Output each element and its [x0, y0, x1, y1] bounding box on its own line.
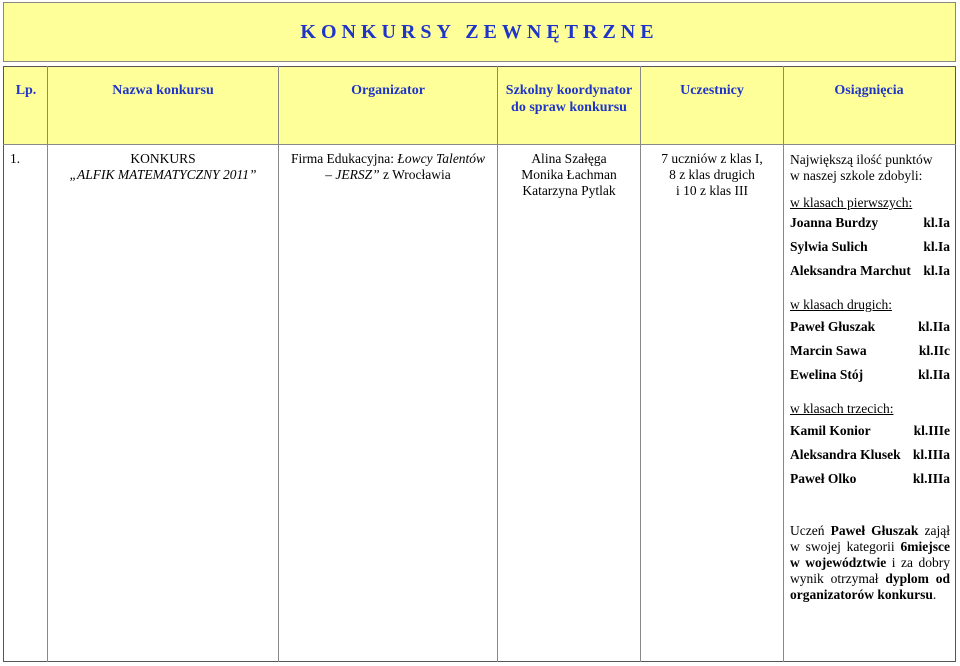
header-achievements: Osiągnięcia [834, 83, 904, 98]
list-item: Ewelina Stój kl.IIa [790, 367, 950, 382]
list-item: Kamil Konior kl.IIIe [790, 423, 950, 438]
header-divider [3, 144, 956, 145]
participants: 7 uczniów z klas I, 8 z klas drugich i 10 z klas III [661, 151, 763, 198]
column-divider [783, 66, 784, 662]
list-item: Aleksandra Marchut kl.Ia [790, 263, 950, 278]
list-item: Joanna Burdzy kl.Ia [790, 215, 950, 230]
list-item: Paweł Olko kl.IIIa [790, 471, 950, 486]
coordinators: Alina Szałęga Monika Łachman Katarzyna Pytlak [521, 151, 617, 198]
group-label: w klasach drugich: [790, 297, 892, 312]
competition-name: KONKURS „ALFIK MATEMATYCZNY 2011” [69, 151, 257, 182]
header-coordinator: Szkolny koordynator do spraw konkursu [505, 83, 633, 115]
row-number: 1. [10, 151, 21, 166]
list-item: Paweł Głuszak kl.IIa [790, 319, 950, 334]
table-header-band [4, 67, 955, 144]
list-item: Aleksandra Klusek kl.IIIa [790, 447, 950, 462]
organizer: Firma Edukacyjna: Łowcy Talentów – JERSZ” z Wrocławia [290, 151, 486, 182]
list-item: Sylwia Sulich kl.Ia [790, 239, 950, 254]
list-item: Marcin Sawa kl.IIc [790, 343, 950, 358]
header-participants: Uczestnicy [680, 83, 744, 98]
page-title: KONKURSY ZEWNĘTRZNE [300, 20, 659, 43]
achievements: Największą ilość punktów w naszej szkole zdobyli: w klasach pierwszych: Joanna Burdzy kl.Ia Sylwia Sulich kl.Ia Aleksandra Marchut kl.Ia w klasach drugich: Paweł Głuszak kl.IIa Marcin Sawa kl.IIc Ewelina Stój kl.IIa w klasach trzecich: Kamil Konior kl.IIIe Aleksandra Klusek kl.IIIa Paweł Olko kl.IIIa Uczeń Paweł Głuszak zajął w swojej kategorii 6miejsce w województwie i za dobry wynik otrzymał dyplom od organizatorów konkursu. [790, 152, 950, 602]
header-organizer: Organizator [351, 83, 425, 98]
title-banner [3, 2, 956, 62]
achievement-note: Uczeń Paweł Głuszak zajął w swojej kategorii 6miejsce w województwie i za dobry wynik otrzymał dyplom od organizatorów konkursu. [790, 523, 950, 602]
group-label: w klasach pierwszych: [790, 195, 913, 210]
group-label: w klasach trzecich: [790, 401, 894, 416]
header-name: Nazwa konkursu [112, 83, 214, 98]
header-lp: Lp. [15, 83, 37, 98]
